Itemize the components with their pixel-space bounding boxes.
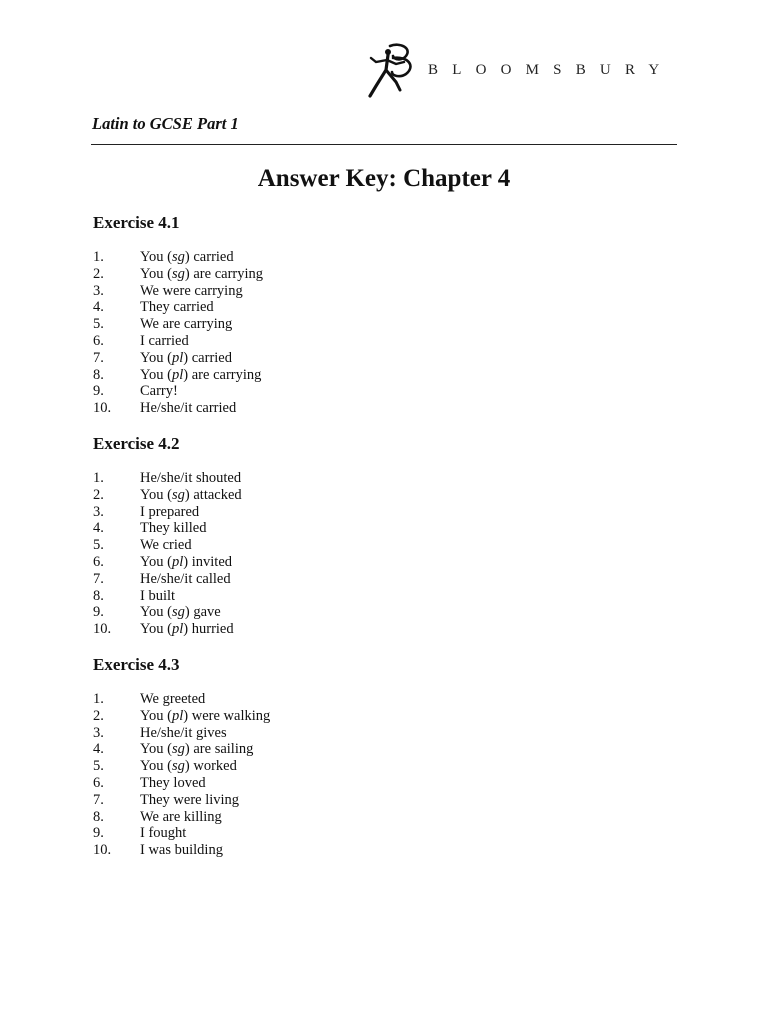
answer-item bbox=[93, 400, 493, 417]
answer-text: He/she/it carried bbox=[140, 400, 237, 417]
exercise-heading: Exercise 4.3 bbox=[93, 655, 180, 674]
answer-item bbox=[93, 775, 493, 792]
answer-number: 1. bbox=[93, 691, 104, 707]
answer-text: I carried bbox=[140, 332, 189, 349]
answer-item bbox=[93, 504, 493, 521]
answer-number: 3. bbox=[93, 503, 104, 520]
answer-text: He/she/it gives bbox=[140, 724, 227, 741]
answer-number: 3. bbox=[93, 282, 104, 299]
answer-text: You (sg) gave bbox=[140, 604, 221, 621]
answer-text: You (sg) are sailing bbox=[140, 741, 254, 758]
answer-number: 7. bbox=[93, 791, 104, 808]
answer-text: You (pl) hurried bbox=[140, 621, 234, 638]
answer-number: 5. bbox=[93, 758, 104, 775]
answer-item bbox=[93, 350, 493, 367]
answer-list bbox=[93, 691, 493, 859]
answer-text: Carry! bbox=[140, 383, 178, 400]
answer-item bbox=[93, 333, 493, 350]
answer-item bbox=[93, 725, 493, 742]
answer-number: 8. bbox=[93, 587, 104, 604]
answer-text: They were living bbox=[140, 791, 240, 808]
answer-text: They killed bbox=[140, 520, 207, 537]
answer-number: 5. bbox=[93, 537, 104, 554]
answer-text: They carried bbox=[140, 299, 214, 316]
answer-text: You (sg) worked bbox=[140, 758, 237, 775]
answer-number: 6. bbox=[93, 774, 104, 791]
answer-list bbox=[93, 470, 493, 638]
answer-item bbox=[93, 588, 493, 605]
answer-text: You (pl) were walking bbox=[140, 707, 271, 724]
answer-item bbox=[93, 809, 493, 826]
answer-item bbox=[93, 299, 493, 316]
answer-item bbox=[93, 554, 493, 571]
answer-text: You (sg) are carrying bbox=[140, 265, 264, 282]
answer-number: 10. bbox=[93, 842, 112, 859]
answer-item bbox=[93, 249, 493, 266]
answer-item bbox=[93, 367, 493, 384]
answer-number: 9. bbox=[93, 825, 104, 842]
answer-number: 4. bbox=[93, 299, 104, 316]
answer-text: You (sg) attacked bbox=[140, 486, 242, 503]
header-divider bbox=[91, 144, 677, 145]
answer-text: I was building bbox=[140, 842, 223, 859]
answer-number: 8. bbox=[93, 808, 104, 825]
leaping-figure-icon bbox=[366, 40, 426, 100]
answer-item bbox=[93, 621, 493, 638]
publisher-logo bbox=[366, 40, 676, 100]
answer-number: 1. bbox=[93, 249, 104, 265]
answer-text: You (pl) carried bbox=[140, 349, 232, 366]
answer-item bbox=[93, 283, 493, 300]
answer-number: 3. bbox=[93, 724, 104, 741]
answer-number: 4. bbox=[93, 520, 104, 537]
answer-text: We are killing bbox=[140, 808, 222, 825]
answer-item bbox=[93, 520, 493, 537]
logo-wordmark: BLOOMSBURY bbox=[428, 62, 674, 78]
answer-text: You (sg) carried bbox=[140, 249, 234, 265]
answer-item bbox=[93, 792, 493, 809]
page-title: Answer Key: Chapter 4 bbox=[257, 165, 511, 192]
answer-item bbox=[93, 604, 493, 621]
answer-number: 5. bbox=[93, 316, 104, 333]
exercise-4-3 bbox=[93, 655, 493, 859]
answer-item bbox=[93, 487, 493, 504]
exercise-4-1 bbox=[93, 213, 493, 417]
answer-text: I built bbox=[140, 587, 176, 604]
answer-item bbox=[93, 266, 493, 283]
answer-item bbox=[93, 470, 493, 487]
answer-list bbox=[93, 249, 493, 417]
answer-text: We are carrying bbox=[140, 316, 233, 333]
answer-item bbox=[93, 316, 493, 333]
exercise-heading: Exercise 4.2 bbox=[93, 434, 180, 453]
answer-text: I fought bbox=[140, 825, 187, 842]
answer-text: He/she/it shouted bbox=[140, 470, 242, 486]
answer-number: 2. bbox=[93, 486, 104, 503]
answer-text: We greeted bbox=[140, 691, 206, 707]
answer-number: 9. bbox=[93, 604, 104, 621]
answer-number: 2. bbox=[93, 707, 104, 724]
exercise-4-2 bbox=[93, 434, 493, 638]
answer-item bbox=[93, 708, 493, 725]
answer-number: 4. bbox=[93, 741, 104, 758]
answer-item bbox=[93, 691, 493, 708]
answer-number: 1. bbox=[93, 470, 104, 486]
answer-item bbox=[93, 537, 493, 554]
answer-number: 10. bbox=[93, 621, 112, 638]
answer-number: 10. bbox=[93, 400, 112, 417]
answer-text: I prepared bbox=[140, 503, 200, 520]
answer-item bbox=[93, 383, 493, 400]
answer-text: You (pl) are carrying bbox=[140, 366, 262, 383]
answer-number: 7. bbox=[93, 570, 104, 587]
answer-item bbox=[93, 741, 493, 758]
answer-text: They loved bbox=[140, 774, 206, 791]
answer-text: We cried bbox=[140, 537, 192, 554]
answer-number: 6. bbox=[93, 553, 104, 570]
answer-number: 9. bbox=[93, 383, 104, 400]
answer-text: You (pl) invited bbox=[140, 553, 233, 570]
answer-number: 7. bbox=[93, 349, 104, 366]
answer-item bbox=[93, 842, 493, 859]
answer-number: 2. bbox=[93, 265, 104, 282]
running-title: Latin to GCSE Part 1 bbox=[92, 114, 239, 133]
answer-number: 6. bbox=[93, 332, 104, 349]
exercise-heading: Exercise 4.1 bbox=[93, 213, 180, 232]
answer-number: 8. bbox=[93, 366, 104, 383]
answer-item bbox=[93, 758, 493, 775]
answer-item bbox=[93, 825, 493, 842]
answer-text: He/she/it called bbox=[140, 570, 231, 587]
answer-item bbox=[93, 571, 493, 588]
answer-text: We were carrying bbox=[140, 282, 243, 299]
